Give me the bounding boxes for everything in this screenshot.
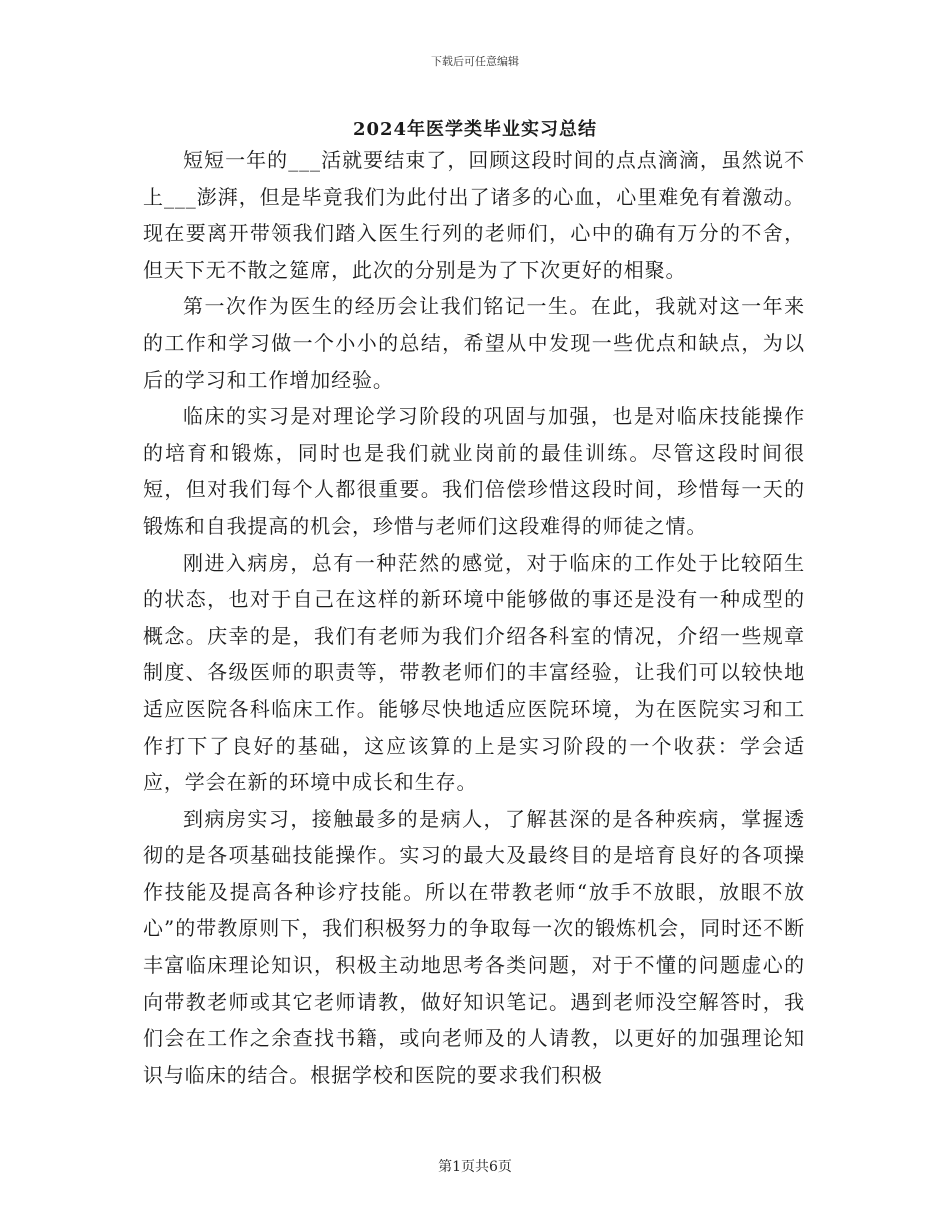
paragraph: 刚进入病房，总有一种茫然的感觉，对于临床的工作处于比较陌生的状态，也对于自己在这样的新环境中能够做的事还是没有一种成型的概念。庆幸的是，我们有老师为我们介绍各科室的情况，介绍一些规章制度、各级医师的职责等，带教老师们的丰富经验，让我们可以较快地适应医院各科临床工作。能够尽快地适应医院环境，为在医院实习和工作打下了良好的基础，这应该算的上是实习阶段的一个收获：学会适应，学会在新的环境中成长和生存。 <box>143 550 805 795</box>
paragraph: 第一次作为医生的经历会让我们铭记一生。在此，我就对这一年来的工作和学习做一个小小的总结，希望从中发现一些优点和缺点，为以后的学习和工作增加经验。 <box>143 294 805 392</box>
header-note: 下载后可任意编辑 <box>431 55 519 68</box>
document-body <box>143 142 805 1093</box>
page-number: 第1页共6页 <box>438 1159 512 1175</box>
paragraph: 到病房实习，接触最多的是病人，了解甚深的是各种疾病，掌握透彻的是各项基础技能操作。实习的最大及最终目的是培育良好的各项操作技能及提高各种诊疗技能。所以在带教老师“放手不放眼，放眼不放心”的带教原则下，我们积极努力的争取每一次的锻炼机会，同时还不断丰富临床理论知识，积极主动地思考各类问题，对于不懂的问题虚心的向带教老师或其它老师请教，做好知识笔记。遇到老师没空解答时，我们会在工作之余查找书籍，或向老师及的人请教，以更好的加强理论知识与临床的结合。根据学校和医院的要求我们积极 <box>143 806 805 1087</box>
paragraph: 临床的实习是对理论学习阶段的巩固与加强，也是对临床技能操作的培育和锻炼，同时也是我们就业岗前的最佳训练。尽管这段时间很短，但对我们每个人都很重要。我们倍偿珍惜这段时间，珍惜每一天的锻炼和自我提高的机会，珍惜与老师们这段难得的师徒之情。 <box>143 404 805 538</box>
paragraph: 短短一年的___活就要结束了，回顾这段时间的点点滴滴，虽然说不上___澎湃，但是毕竟我们为此付出了诸多的心血，心里难免有着激动。现在要离开带领我们踏入医生行列的老师们，心中的确有万分的不舍，但天下无不散之筵席，此次的分别是为了下次更好的相聚。 <box>143 148 805 282</box>
document-title: 2024年医学类毕业实习总结 <box>352 119 598 140</box>
